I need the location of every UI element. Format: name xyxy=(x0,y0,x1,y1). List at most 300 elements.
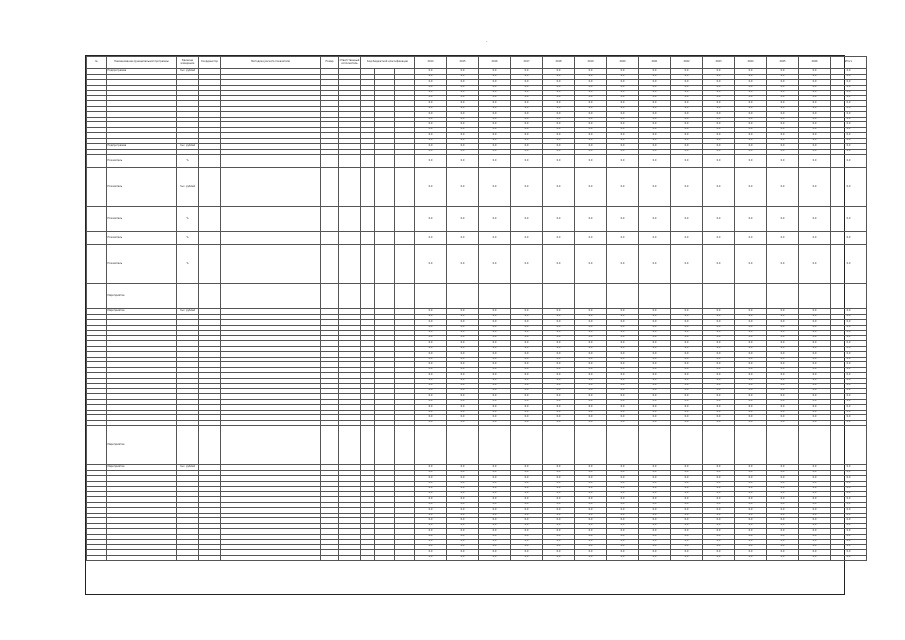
row-value-cell: 0,0 xyxy=(799,320,831,326)
row-value-cell: 0,0 xyxy=(511,415,543,421)
table-row xyxy=(87,555,867,561)
row-value-cell: 0,0 xyxy=(479,405,511,411)
row-value-cell: 0,0 xyxy=(671,144,703,150)
row-total-cell: 0,0 xyxy=(831,555,867,561)
row-value-cell: 0,0 xyxy=(511,544,543,550)
row-code-cell xyxy=(321,555,339,561)
row-value-cell: 0,0 xyxy=(511,378,543,384)
row-value-cell: 0,0 xyxy=(415,122,447,128)
row-value-cell: 0,0 xyxy=(639,91,671,96)
row-value-cell: 0,0 xyxy=(575,550,607,556)
row-value-cell: 0,0 xyxy=(543,168,575,207)
row-value-cell: 0,0 xyxy=(735,357,767,362)
row-total-cell: 0,0 xyxy=(831,117,867,122)
row-value-cell: 0,0 xyxy=(575,497,607,503)
row-value-cell: 0,0 xyxy=(703,373,735,379)
row-value-cell: 0,0 xyxy=(799,487,831,492)
row-value-cell: 0,0 xyxy=(799,367,831,373)
row-method-cell xyxy=(221,245,321,284)
row-value-cell: 0,0 xyxy=(543,518,575,524)
row-value-cell: 0,0 xyxy=(767,529,799,535)
row-value-cell: 0,0 xyxy=(415,544,447,550)
row-value-cell: 0,0 xyxy=(671,513,703,518)
row-value-cell: 0,0 xyxy=(479,80,511,86)
row-value-cell: 0,0 xyxy=(543,352,575,358)
row-value-cell: 0,0 xyxy=(799,529,831,535)
row-value-cell: 0,0 xyxy=(639,388,671,394)
row-value-cell: 0,0 xyxy=(639,320,671,326)
row-value-cell: 0,0 xyxy=(767,127,799,133)
row-value-cell: 0,0 xyxy=(575,555,607,561)
row-method-cell xyxy=(221,168,321,207)
row-value-cell: 0,0 xyxy=(575,534,607,540)
row-value-cell: 0,0 xyxy=(703,207,735,232)
row-value-cell: 0,0 xyxy=(447,335,479,341)
row-value-cell: 0,0 xyxy=(607,518,639,524)
table-row xyxy=(87,245,867,284)
row-value-cell: 0,0 xyxy=(703,410,735,415)
row-value-cell: 0,0 xyxy=(479,245,511,284)
row-value-cell: 0,0 xyxy=(799,491,831,497)
row-value-cell: 0,0 xyxy=(671,491,703,497)
header-year: 2023 xyxy=(703,57,735,69)
row-value-cell: 0,0 xyxy=(479,481,511,487)
row-value-cell: 0,0 xyxy=(671,112,703,118)
row-label-cell: Показатель xyxy=(107,168,177,207)
row-value-cell: 0,0 xyxy=(703,399,735,405)
row-value-cell: 0,0 xyxy=(543,550,575,556)
row-value-cell: 0,0 xyxy=(511,341,543,347)
row-value-cell: 0,0 xyxy=(447,513,479,518)
row-value-cell: 0,0 xyxy=(543,117,575,122)
row-value-cell: 0,0 xyxy=(767,394,799,400)
row-value-cell: 0,0 xyxy=(735,331,767,336)
row-value-cell: 0,0 xyxy=(703,74,735,80)
row-value-cell: 0,0 xyxy=(735,95,767,101)
row-value-cell: 0,0 xyxy=(703,476,735,482)
row-value-cell: 0,0 xyxy=(671,91,703,96)
row-value-cell: 0,0 xyxy=(479,352,511,358)
row-value-cell: 0,0 xyxy=(767,207,799,232)
header-coordinator: Координатор xyxy=(199,57,221,69)
row-value-cell: 0,0 xyxy=(447,487,479,492)
row-value-cell: 0,0 xyxy=(479,550,511,556)
row-value-cell: 0,0 xyxy=(799,405,831,411)
row-value-cell: 0,0 xyxy=(511,80,543,86)
row-value-cell: 0,0 xyxy=(543,155,575,168)
row-value-cell: 0,0 xyxy=(479,373,511,379)
row-value-cell: 0,0 xyxy=(479,101,511,107)
row-value-cell: 0,0 xyxy=(511,513,543,518)
row-value-cell: 0,0 xyxy=(575,513,607,518)
row-value-cell: 0,0 xyxy=(511,508,543,514)
row-value-cell: 0,0 xyxy=(479,518,511,524)
row-value-cell: 0,0 xyxy=(671,384,703,389)
row-value-cell: 0,0 xyxy=(639,357,671,362)
row-value-cell: 0,0 xyxy=(415,95,447,101)
row-value-cell: 0,0 xyxy=(639,399,671,405)
row-value-cell: 0,0 xyxy=(767,325,799,331)
row-value-cell: 0,0 xyxy=(639,373,671,379)
row-total-cell: 0,0 xyxy=(831,394,867,400)
row-value-cell: 0,0 xyxy=(575,133,607,139)
row-value-cell: 0,0 xyxy=(799,540,831,545)
row-value-cell: 0,0 xyxy=(671,127,703,133)
row-value-cell: 0,0 xyxy=(703,80,735,86)
row-method-cell xyxy=(221,555,321,561)
row-value-cell: 0,0 xyxy=(767,168,799,207)
row-value-cell: 0,0 xyxy=(447,346,479,352)
row-value-cell: 0,0 xyxy=(671,341,703,347)
row-value-cell: 0,0 xyxy=(735,550,767,556)
row-value-cell: 0,0 xyxy=(703,309,735,315)
row-value-cell xyxy=(735,284,767,309)
row-code-cell xyxy=(339,426,361,465)
row-value-cell: 0,0 xyxy=(799,388,831,394)
row-value-cell: 0,0 xyxy=(575,80,607,86)
row-code-cell xyxy=(375,232,395,245)
row-value-cell: 0,0 xyxy=(799,122,831,128)
row-code-cell xyxy=(361,245,375,284)
row-value-cell: 0,0 xyxy=(767,85,799,91)
row-value-cell: 0,0 xyxy=(639,352,671,358)
row-value-cell: 0,0 xyxy=(511,74,543,80)
row-value-cell: 0,0 xyxy=(639,555,671,561)
row-value-cell: 0,0 xyxy=(767,331,799,336)
row-value-cell: 0,0 xyxy=(607,388,639,394)
row-value-cell: 0,0 xyxy=(575,106,607,112)
row-value-cell xyxy=(447,284,479,309)
row-value-cell: 0,0 xyxy=(479,529,511,535)
row-value-cell: 0,0 xyxy=(447,465,479,471)
row-value-cell: 0,0 xyxy=(607,207,639,232)
row-total-cell: 0,0 xyxy=(831,550,867,556)
row-value-cell: 0,0 xyxy=(479,523,511,529)
row-value-cell: 0,0 xyxy=(447,357,479,362)
row-value-cell: 0,0 xyxy=(799,207,831,232)
row-total-cell: 0,0 xyxy=(831,465,867,471)
row-value-cell: 0,0 xyxy=(639,534,671,540)
row-value-cell: 0,0 xyxy=(671,133,703,139)
row-value-cell: 0,0 xyxy=(447,112,479,118)
row-value-cell: 0,0 xyxy=(447,352,479,358)
row-code-cell xyxy=(375,245,395,284)
row-value-cell: 0,0 xyxy=(447,394,479,400)
row-value-cell: 0,0 xyxy=(767,497,799,503)
row-value-cell: 0,0 xyxy=(543,320,575,326)
row-value-cell: 0,0 xyxy=(607,314,639,320)
row-value-cell: 0,0 xyxy=(543,331,575,336)
row-value-cell: 0,0 xyxy=(543,309,575,315)
row-value-cell: 0,0 xyxy=(671,245,703,284)
row-value-cell: 0,0 xyxy=(511,357,543,362)
row-code-cell xyxy=(339,555,361,561)
row-value-cell: 0,0 xyxy=(607,232,639,245)
row-value-cell: 0,0 xyxy=(607,95,639,101)
row-value-cell: 0,0 xyxy=(767,544,799,550)
row-number-cell xyxy=(87,426,107,465)
row-value-cell: 0,0 xyxy=(447,502,479,508)
row-value-cell: 0,0 xyxy=(607,529,639,535)
row-value-cell: 0,0 xyxy=(543,555,575,561)
row-value-cell: 0,0 xyxy=(767,138,799,144)
row-value-cell: 0,0 xyxy=(799,138,831,144)
row-value-cell: 0,0 xyxy=(607,367,639,373)
row-value-cell: 0,0 xyxy=(479,420,511,426)
row-code-cell xyxy=(339,245,361,284)
row-label-cell: Показатель xyxy=(107,207,177,232)
row-value-cell: 0,0 xyxy=(511,399,543,405)
row-value-cell: 0,0 xyxy=(543,508,575,514)
row-value-cell: 0,0 xyxy=(767,420,799,426)
row-total-cell: 0,0 xyxy=(831,85,867,91)
row-code-cell xyxy=(339,232,361,245)
row-value-cell: 0,0 xyxy=(543,394,575,400)
row-value-cell: 0,0 xyxy=(607,101,639,107)
row-value-cell: 0,0 xyxy=(511,138,543,144)
row-value-cell: 0,0 xyxy=(703,69,735,75)
row-value-cell: 0,0 xyxy=(415,555,447,561)
row-total-cell: 0,0 xyxy=(831,138,867,144)
row-value-cell: 0,0 xyxy=(639,80,671,86)
row-value-cell: 0,0 xyxy=(703,508,735,514)
row-value-cell: 0,0 xyxy=(767,155,799,168)
row-value-cell: 0,0 xyxy=(703,122,735,128)
row-value-cell xyxy=(575,284,607,309)
row-value-cell xyxy=(799,426,831,465)
row-value-cell: 0,0 xyxy=(799,85,831,91)
row-value-cell: 0,0 xyxy=(543,491,575,497)
row-value-cell: 0,0 xyxy=(607,470,639,476)
row-value-cell: 0,0 xyxy=(703,95,735,101)
row-value-cell: 0,0 xyxy=(703,523,735,529)
row-value-cell: 0,0 xyxy=(639,314,671,320)
row-value-cell xyxy=(543,426,575,465)
row-value-cell: 0,0 xyxy=(767,144,799,150)
row-value-cell: 0,0 xyxy=(511,168,543,207)
row-value-cell: 0,0 xyxy=(479,144,511,150)
row-value-cell: 0,0 xyxy=(639,207,671,232)
row-value-cell: 0,0 xyxy=(415,420,447,426)
row-value-cell: 0,0 xyxy=(575,540,607,545)
header-year: 2024 xyxy=(735,57,767,69)
row-value-cell: 0,0 xyxy=(447,497,479,503)
row-coordinator-cell xyxy=(199,426,221,465)
row-value-cell: 0,0 xyxy=(447,85,479,91)
row-value-cell: 0,0 xyxy=(447,133,479,139)
row-value-cell: 0,0 xyxy=(511,122,543,128)
row-value-cell: 0,0 xyxy=(703,362,735,368)
row-value-cell: 0,0 xyxy=(575,245,607,284)
row-value-cell: 0,0 xyxy=(575,367,607,373)
row-value-cell xyxy=(511,426,543,465)
row-value-cell: 0,0 xyxy=(767,362,799,368)
row-value-cell: 0,0 xyxy=(575,529,607,535)
row-value-cell: 0,0 xyxy=(639,491,671,497)
row-value-cell: 0,0 xyxy=(415,518,447,524)
row-value-cell: 0,0 xyxy=(671,540,703,545)
row-value-cell: 0,0 xyxy=(607,325,639,331)
row-value-cell: 0,0 xyxy=(575,502,607,508)
row-value-cell: 0,0 xyxy=(479,502,511,508)
row-value-cell: 0,0 xyxy=(575,335,607,341)
row-value-cell: 0,0 xyxy=(671,335,703,341)
row-value-cell: 0,0 xyxy=(543,378,575,384)
row-value-cell: 0,0 xyxy=(415,415,447,421)
row-total-cell: 0,0 xyxy=(831,508,867,514)
row-value-cell: 0,0 xyxy=(479,335,511,341)
row-value-cell xyxy=(607,426,639,465)
row-value-cell: 0,0 xyxy=(735,491,767,497)
row-value-cell: 0,0 xyxy=(703,465,735,471)
row-value-cell: 0,0 xyxy=(511,465,543,471)
row-value-cell: 0,0 xyxy=(799,331,831,336)
row-value-cell: 0,0 xyxy=(639,335,671,341)
row-value-cell: 0,0 xyxy=(575,207,607,232)
row-value-cell: 0,0 xyxy=(607,384,639,389)
row-value-cell: 0,0 xyxy=(447,232,479,245)
row-value-cell: 0,0 xyxy=(735,320,767,326)
row-value-cell: 0,0 xyxy=(735,476,767,482)
row-value-cell: 0,0 xyxy=(415,508,447,514)
row-value-cell: 0,0 xyxy=(703,378,735,384)
row-value-cell: 0,0 xyxy=(415,378,447,384)
row-total-cell: 0,0 xyxy=(831,112,867,118)
row-value-cell: 0,0 xyxy=(735,405,767,411)
row-value-cell: 0,0 xyxy=(575,352,607,358)
row-value-cell: 0,0 xyxy=(543,465,575,471)
row-total-cell: 0,0 xyxy=(831,325,867,331)
row-total-cell: 0,0 xyxy=(831,523,867,529)
row-value-cell: 0,0 xyxy=(767,133,799,139)
row-value-cell: 0,0 xyxy=(415,373,447,379)
row-value-cell: 0,0 xyxy=(703,117,735,122)
row-value-cell: 0,0 xyxy=(479,95,511,101)
row-value-cell: 0,0 xyxy=(671,410,703,415)
row-value-cell: 0,0 xyxy=(607,534,639,540)
row-value-cell: 0,0 xyxy=(703,232,735,245)
row-value-cell: 0,0 xyxy=(511,481,543,487)
row-value-cell: 0,0 xyxy=(607,481,639,487)
row-value-cell: 0,0 xyxy=(447,309,479,315)
row-value-cell: 0,0 xyxy=(607,555,639,561)
row-value-cell: 0,0 xyxy=(479,106,511,112)
row-value-cell: 0,0 xyxy=(767,320,799,326)
row-value-cell: 0,0 xyxy=(415,85,447,91)
row-value-cell: 0,0 xyxy=(575,346,607,352)
row-value-cell: 0,0 xyxy=(415,74,447,80)
row-value-cell: 0,0 xyxy=(479,127,511,133)
row-value-cell: 0,0 xyxy=(511,112,543,118)
row-value-cell: 0,0 xyxy=(767,550,799,556)
row-value-cell: 0,0 xyxy=(415,550,447,556)
row-value-cell: 0,0 xyxy=(575,127,607,133)
row-value-cell: 0,0 xyxy=(575,320,607,326)
row-value-cell: 0,0 xyxy=(767,410,799,415)
row-value-cell: 0,0 xyxy=(415,481,447,487)
row-value-cell: 0,0 xyxy=(671,550,703,556)
row-value-cell: 0,0 xyxy=(607,420,639,426)
row-value-cell: 0,0 xyxy=(447,491,479,497)
row-value-cell: 0,0 xyxy=(511,410,543,415)
row-total-cell xyxy=(831,284,867,309)
row-value-cell: 0,0 xyxy=(671,481,703,487)
row-value-cell: 0,0 xyxy=(703,491,735,497)
row-code-cell xyxy=(395,232,415,245)
row-code-cell xyxy=(361,284,375,309)
row-value-cell: 0,0 xyxy=(447,138,479,144)
row-value-cell: 0,0 xyxy=(671,80,703,86)
row-value-cell: 0,0 xyxy=(703,388,735,394)
row-value-cell: 0,0 xyxy=(767,95,799,101)
row-value-cell: 0,0 xyxy=(415,320,447,326)
row-value-cell: 0,0 xyxy=(799,508,831,514)
row-value-cell: 0,0 xyxy=(447,91,479,96)
row-value-cell: 0,0 xyxy=(511,470,543,476)
row-value-cell: 0,0 xyxy=(671,378,703,384)
row-label-cell: Показатель xyxy=(107,245,177,284)
row-value-cell: 0,0 xyxy=(671,362,703,368)
row-value-cell: 0,0 xyxy=(575,378,607,384)
row-value-cell: 0,0 xyxy=(767,232,799,245)
row-value-cell: 0,0 xyxy=(511,394,543,400)
row-total-cell: 0,0 xyxy=(831,367,867,373)
row-label-cell: Мероприятие xyxy=(107,426,177,465)
row-value-cell: 0,0 xyxy=(639,127,671,133)
row-value-cell: 0,0 xyxy=(735,481,767,487)
row-value-cell: 0,0 xyxy=(447,80,479,86)
row-code-cell xyxy=(395,284,415,309)
row-value-cell: 0,0 xyxy=(671,399,703,405)
row-value-cell: 0,0 xyxy=(415,540,447,545)
row-value-cell: 0,0 xyxy=(575,487,607,492)
row-value-cell: 0,0 xyxy=(735,544,767,550)
row-value-cell: 0,0 xyxy=(543,476,575,482)
row-value-cell: 0,0 xyxy=(703,106,735,112)
row-value-cell: 0,0 xyxy=(575,112,607,118)
row-value-cell: 0,0 xyxy=(447,168,479,207)
row-coordinator-cell xyxy=(199,245,221,284)
row-total-cell: 0,0 xyxy=(831,245,867,284)
row-value-cell: 0,0 xyxy=(735,388,767,394)
row-value-cell: 0,0 xyxy=(575,405,607,411)
row-method-cell xyxy=(221,426,321,465)
row-value-cell: 0,0 xyxy=(799,95,831,101)
row-value-cell: 0,0 xyxy=(639,470,671,476)
row-value-cell: 0,0 xyxy=(447,420,479,426)
row-value-cell: 0,0 xyxy=(639,341,671,347)
row-value-cell: 0,0 xyxy=(671,487,703,492)
row-value-cell: 0,0 xyxy=(703,497,735,503)
row-value-cell: 0,0 xyxy=(543,502,575,508)
header-year: 2014 xyxy=(415,57,447,69)
row-value-cell: 0,0 xyxy=(799,352,831,358)
row-value-cell: 0,0 xyxy=(575,144,607,150)
row-value-cell: 0,0 xyxy=(639,384,671,389)
row-value-cell: 0,0 xyxy=(799,555,831,561)
table-row xyxy=(87,232,867,245)
row-value-cell xyxy=(575,426,607,465)
row-value-cell xyxy=(543,284,575,309)
row-value-cell xyxy=(607,284,639,309)
row-value-cell: 0,0 xyxy=(671,325,703,331)
row-value-cell: 0,0 xyxy=(767,341,799,347)
row-value-cell: 0,0 xyxy=(767,357,799,362)
row-value-cell: 0,0 xyxy=(703,245,735,284)
header-unit: Единица измерения xyxy=(177,57,199,69)
row-value-cell: 0,0 xyxy=(511,325,543,331)
row-value-cell: 0,0 xyxy=(639,144,671,150)
